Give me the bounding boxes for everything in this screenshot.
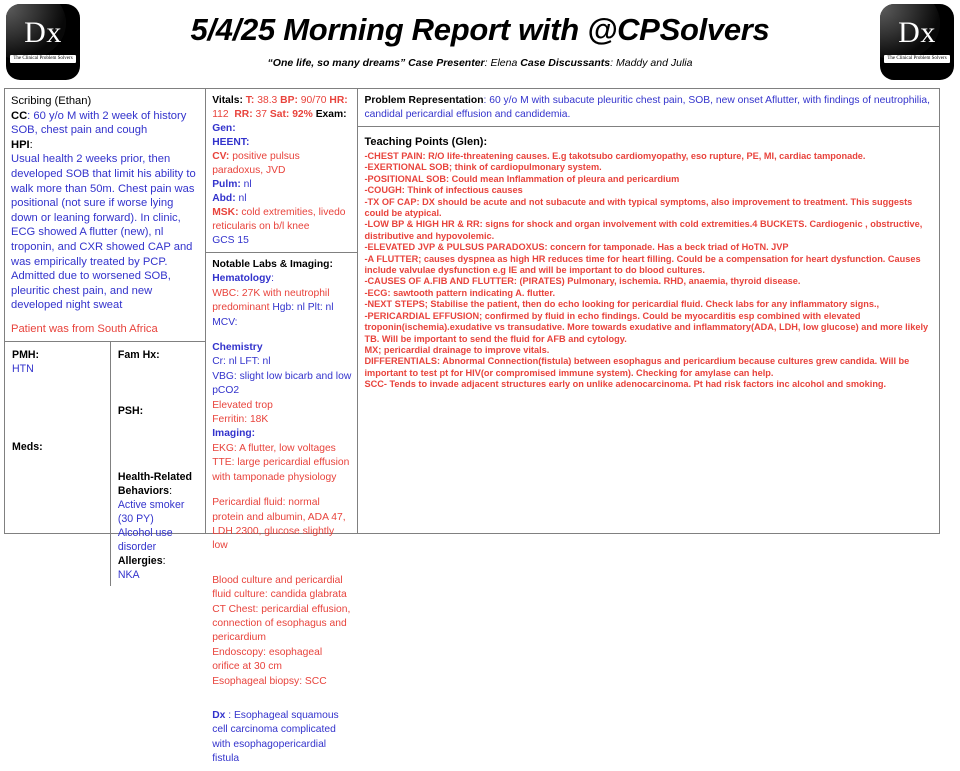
teaching-points-title: Teaching Points (Glen): (364, 136, 488, 148)
hpi-heading (11, 138, 199, 153)
spacer (118, 362, 199, 404)
gcs-value: GCS 15 (212, 235, 249, 246)
vitals-label: Vitals: (212, 95, 243, 106)
teaching-point: -COUGH: Think of infectious causes (364, 185, 523, 196)
teaching-point: SCC- Tends to invade adjacent structures early on unlike adenocarcinoma. Pt had risk factors inc alcohol and smoking. (364, 379, 887, 390)
slide-header (0, 0, 960, 88)
hpi-body: Usual health 2 weeks prior, then developed SOB that limit his ability to walk more than 50m. Chest pain was positional (not sure if worse lying down or leaning forward). In clinic, ECG showed A flutter (new), nl troponin, and CXR showed CAP and was empirically treated by PCP. (11, 153, 196, 268)
teaching-point: -NEXT STEPS; Stabilise the patient, then do echo looking for pericardial fluid. Check labs for any inflammatory signs., (364, 299, 880, 310)
spacer (11, 313, 199, 322)
vitals-line (212, 94, 351, 136)
pmh-value: HTN (12, 362, 34, 375)
spacer (12, 376, 104, 440)
teaching-point: -PERICARDIAL EFFUSION; confirmed by fluid in echo findings. Could be myocarditis esp combined with elevated troponin(ischemia).exudative vs transudative. More towards exudative and inflammatory(ADA, LDH, low glucose) and more likely TB. Will be important to send the fluid for AFB and cytology. (364, 310, 929, 344)
health-behavior-alcohol: Alcohol use disorder (117, 526, 173, 553)
teaching-point: -CHEST PAIN: R/O life-threatening causes. E.g takotsubo cardiomyopathy, eso rupture, PE, MI, cardiac tamponade. (364, 151, 866, 161)
column-history (5, 89, 206, 581)
case-presenter-label: Case Presenter (408, 57, 485, 69)
cr-lft-value: Cr: nl LFT: nl (212, 356, 271, 368)
temp-label: T: (245, 95, 255, 106)
spacer (212, 554, 351, 574)
pmh-famhx-table (5, 341, 205, 586)
imaging-heading: Imaging: (212, 428, 256, 440)
pulm-label: Pulm: (212, 179, 241, 190)
hr-label: HR: (329, 95, 348, 106)
spacer (212, 689, 351, 709)
spacer (212, 330, 351, 341)
spacer (212, 485, 351, 496)
health-behavior-smoker: Active smoker (30 PY) (117, 498, 185, 525)
logo-left-mark: Dx (24, 16, 62, 49)
problem-representation-cell (358, 89, 939, 126)
sat-label: Sat: (269, 109, 290, 120)
heent-label: HEENT: (212, 137, 250, 148)
logo-left-icon (6, 4, 80, 80)
msk-label: MSK: (212, 207, 239, 218)
bp-value: 90/70 (300, 95, 327, 106)
case-discussants-label: Case Discussants (520, 57, 611, 69)
ekg-value: EKG: A flutter, low voltages (212, 442, 336, 454)
vitals-exam-cell (206, 89, 357, 252)
hpi-body-2: Admitted due to worsened SOB, pleuritic chest pain, and new developed night sweat (11, 270, 171, 312)
rr-label: RR: (234, 109, 253, 120)
pericardial-fluid-value: Pericardial fluid: normal protein and albumin, ADA 47, LDH 2300, glucose slightly low (212, 497, 346, 552)
cbc-line (212, 287, 351, 330)
logo-left-banner: The Clinical Problem Solvers (10, 55, 76, 63)
rr-value: 37 (255, 109, 267, 120)
exam-label: Exam: (315, 109, 347, 120)
hgb-plt-mcv-value: Hgb: nl Plt: nl MCV: (212, 302, 334, 328)
teaching-point: -TX OF CAP: DX should be acute and not subacute and with typical symptoms, also improvement to treatment. This suggests could be atypical. (364, 196, 913, 219)
imaging-label: Imaging (212, 428, 252, 440)
diagnosis-line (212, 709, 351, 767)
sat-value: 92% (292, 109, 313, 120)
chief-complaint (11, 109, 199, 138)
teaching-point: -POSITIONAL SOB: Could mean Inflammation of pleura and pericardium (364, 173, 680, 184)
msk-value: cold extremities, livedo reticularis on b/l knee (212, 207, 346, 232)
spacer (118, 418, 199, 470)
endoscopy-value: Endoscopy: esophageal orifice at 30 cm (212, 646, 323, 673)
bp-label: BP: (280, 95, 298, 106)
subtitle-quote: “One life, so many dreams” (267, 57, 406, 69)
tte-value: TTE: large pericardial effusion with tamponade physiology (212, 457, 350, 483)
psh-label: PSH: (117, 404, 144, 417)
case-table (4, 88, 940, 765)
logo-right-mark: Dx (898, 16, 936, 49)
teaching-point: -CAUSES OF A.FIB AND FLUTTER: (PIRATES) Pulmonary, ischemia. RHD, anaemia, thyroid disease. (364, 276, 801, 287)
scribing-line: Scribing (Ethan) (11, 95, 92, 107)
teaching-point: -ECG: sawtooth pattern indicating A. flutter. (364, 287, 556, 298)
hematology-heading: Hematology: (212, 273, 274, 285)
meds-label: Meds: (12, 440, 43, 453)
allergies-heading: Allergies: (117, 554, 166, 567)
cc-label: CC (11, 109, 28, 122)
case-discussants-value: : Maddy and Julia (610, 57, 693, 69)
problem-representation-value: : 60 y/o M with subacute pleuritic chest pain, SOB, new onset Aflutter, with findings of neutrophilia, candidal pericardial effusion and candidemia. (364, 95, 930, 120)
abd-value: nl (238, 193, 247, 204)
labs-title: Notable Labs & Imaging (212, 259, 330, 270)
column-assessment (358, 89, 939, 533)
gen-label: Gen: (212, 123, 236, 134)
pmh-meds-cell (5, 342, 111, 586)
hematology-label: Hematology (212, 273, 272, 285)
title-block (80, 4, 880, 71)
history-cell (5, 89, 205, 341)
blood-culture-value: Blood culture and pericardial fluid culture: candida glabrata (212, 574, 347, 601)
column-exam-labs (206, 89, 358, 765)
teaching-point: -ELEVATED JVP & PULSUS PARADOXUS: concern for tamponade. Has a beck triad of HoTN. JVP (364, 242, 789, 253)
esophageal-biopsy-value: Esophageal biopsy: SCC (212, 675, 327, 687)
temp-value: 38.3 (257, 95, 278, 106)
teaching-points-cell (358, 126, 939, 533)
teaching-point: -EXERTIONAL SOB; think of cardiopulmonary system. (364, 162, 602, 173)
chemistry-label: Chemistry (212, 342, 263, 354)
teaching-point: MX; pericardial drainage to improve vitals. (364, 344, 550, 355)
labs-heading: Notable Labs & Imaging: (212, 259, 333, 270)
hr-value: 112 (212, 109, 229, 120)
teaching-points-list (364, 151, 933, 391)
health-behaviors-label-line2: Behaviors: (117, 484, 173, 497)
famhx-label: Fam Hx: (117, 348, 160, 361)
hpi-colon: : (29, 138, 33, 151)
troponin-value: Elevated trop (212, 399, 273, 411)
south-africa-note: Patient was from South Africa (11, 322, 158, 335)
dx-value: : Esophageal squamous cell carcinoma complicated with esophagopericardial fistula (212, 709, 339, 765)
dx-label: Dx (212, 709, 226, 721)
subtitle (80, 56, 880, 71)
case-presenter-value: : Elena (484, 57, 518, 69)
wbc-value: WBC: 27K with neutrophil predominant (212, 287, 330, 314)
vbg-value: VBG: slight low bicarb and low pCO2 (212, 370, 352, 397)
abd-label: Abd: (212, 193, 236, 204)
hpi-label: HPI (11, 138, 30, 151)
ferritin-value: Ferritin: 18K (212, 414, 269, 426)
msk-line (212, 206, 351, 234)
teaching-point: DIFFERENTIALS: Abnormal Connection(fistula) between esophagus and pericardium because cultures grew candida. Will be important to test pt for HIV(or compromised immune system). Checking for amylase can help. (364, 356, 910, 378)
labs-imaging-cell (206, 252, 357, 771)
problem-representation-label: Problem Representation (364, 95, 484, 106)
logo-right-banner: The Clinical Problem Solvers (884, 55, 950, 63)
cv-line (212, 150, 351, 178)
allergies-value: NKA (117, 568, 140, 581)
problem-representation-line (364, 94, 933, 122)
pulm-line (212, 178, 351, 192)
logo-right-icon (880, 4, 954, 80)
cc-value: : 60 y/o M with 2 week of history SOB, chest pain and cough (11, 109, 187, 137)
cv-value: positive pulsus paradoxus, JVD (212, 151, 300, 176)
abd-line (212, 192, 351, 206)
page-title: 5/4/25 Morning Report with @CPSolvers (190, 12, 770, 47)
pulm-value: nl (243, 179, 252, 190)
teaching-point: -LOW BP & HIGH HR & RR: signs for shock and organ involvement with cold extremities.4 BUCKETS. Cardiogenic , obstructive, distributive and hypovolemic. (364, 219, 923, 241)
pmh-label: PMH: (12, 348, 40, 361)
ct-chest-value: CT Chest: pericardial effusion, connection of esophagus and pericardium (212, 603, 351, 644)
famhx-psh-cell (111, 342, 205, 586)
health-behaviors-label-line1: Health-Related (117, 470, 193, 483)
cv-label: CV: (212, 151, 230, 162)
teaching-point: -A FLUTTER; causes dyspnea as high HR reduces time for heart filling. Could be a compensation for heart dysfunction. Causes include valvulae dysfunction e.g IE and will be important to do blood cultures. (364, 253, 921, 276)
